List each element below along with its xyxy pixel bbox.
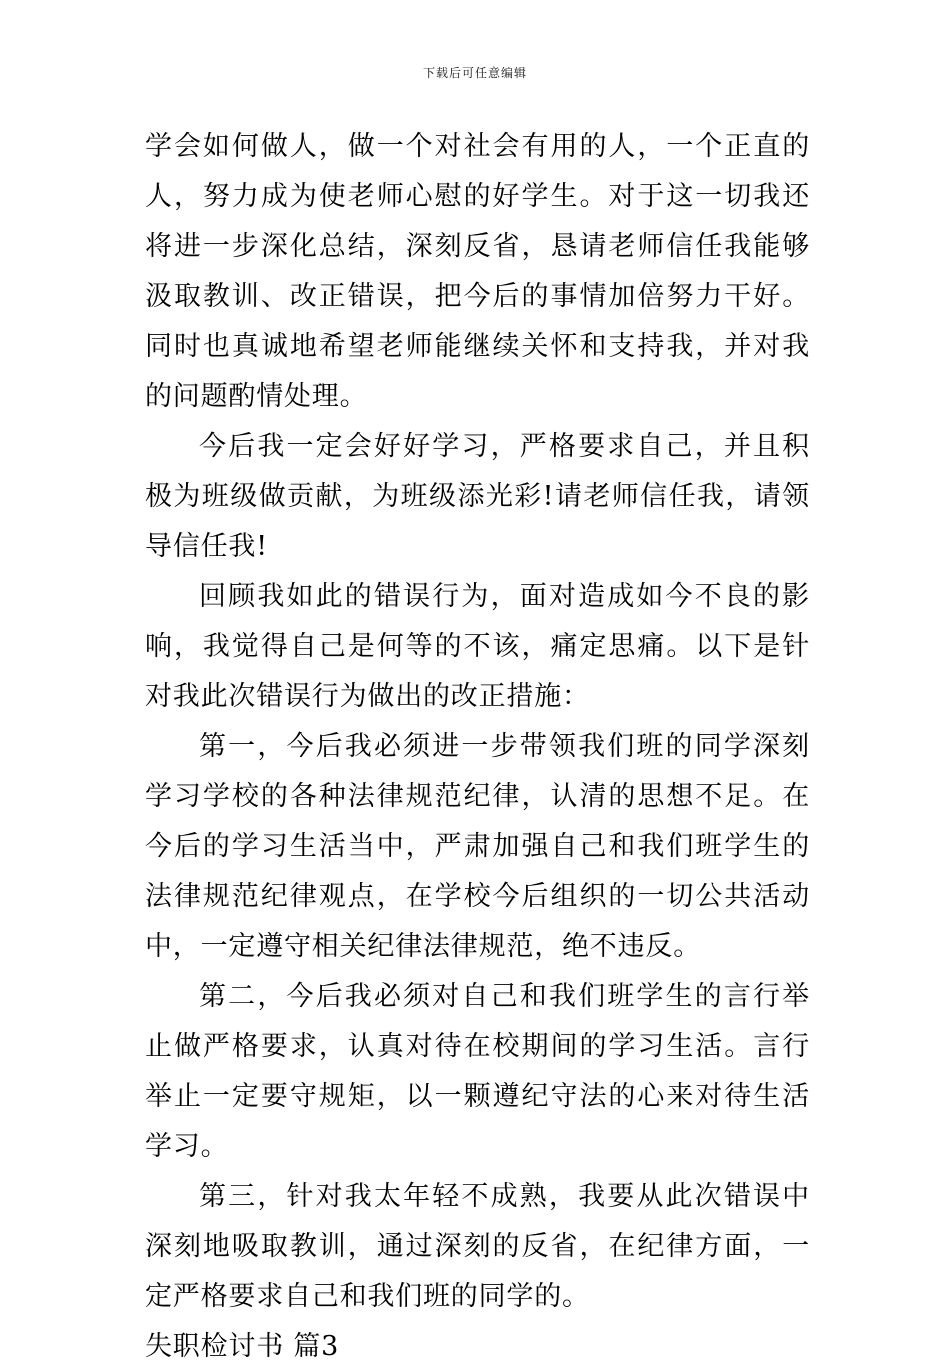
header-note: 下载后可任意编辑: [422, 66, 527, 80]
paragraph-measure-three: 第三，针对我太年轻不成熟，我要从此次错误中深刻地吸取教训，通过深刻的反省，在纪律方面，一定严格要求自己和我们班的同学的。: [145, 1181, 810, 1312]
paragraph-measure-one: 第一，今后我必须进一步带领我们班的同学深刻学习学校的各种法律规范纪律，认清的思想不足。在今后的学习生活当中，严肃加强自己和我们班学生的法律规范纪律观点，在学校今后组织的一切公共活动中，一定遵守相关纪律法律规范，绝不违反。: [145, 731, 810, 962]
section-heading: 失职检讨书 篇3: [145, 1331, 340, 1362]
paragraph-reflection: 回顾我如此的错误行为，面对造成如今不良的影响，我觉得自己是何等的不该，痛定思痛。以下是针对我此次错误行为做出的改正措施：: [145, 581, 810, 712]
paragraph-commitment: 今后我一定会好好学习，严格要求自己，并且积极为班级做贡献，为班级添光彩!请老师信任我，请领导信任我!: [145, 431, 810, 562]
paragraph-measure-two: 第二，今后我必须对自己和我们班学生的言行举止做严格要求，认真对待在校期间的学习生活。言行举止一定要守规矩，以一颗遵纪守法的心来对待生活学习。: [145, 981, 810, 1162]
paragraph-continuation: 学会如何做人，做一个对社会有用的人，一个正直的人，努力成为使老师心慰的好学生。对于这一切我还将进一步深化总结，深刻反省，恳请老师信任我能够汲取教训、改正错误，把今后的事情加倍努力干好。同时也真诚地希望老师能继续关怀和支持我，并对我的问题酌情处理。: [145, 131, 810, 412]
document-body: [145, 122, 810, 1372]
